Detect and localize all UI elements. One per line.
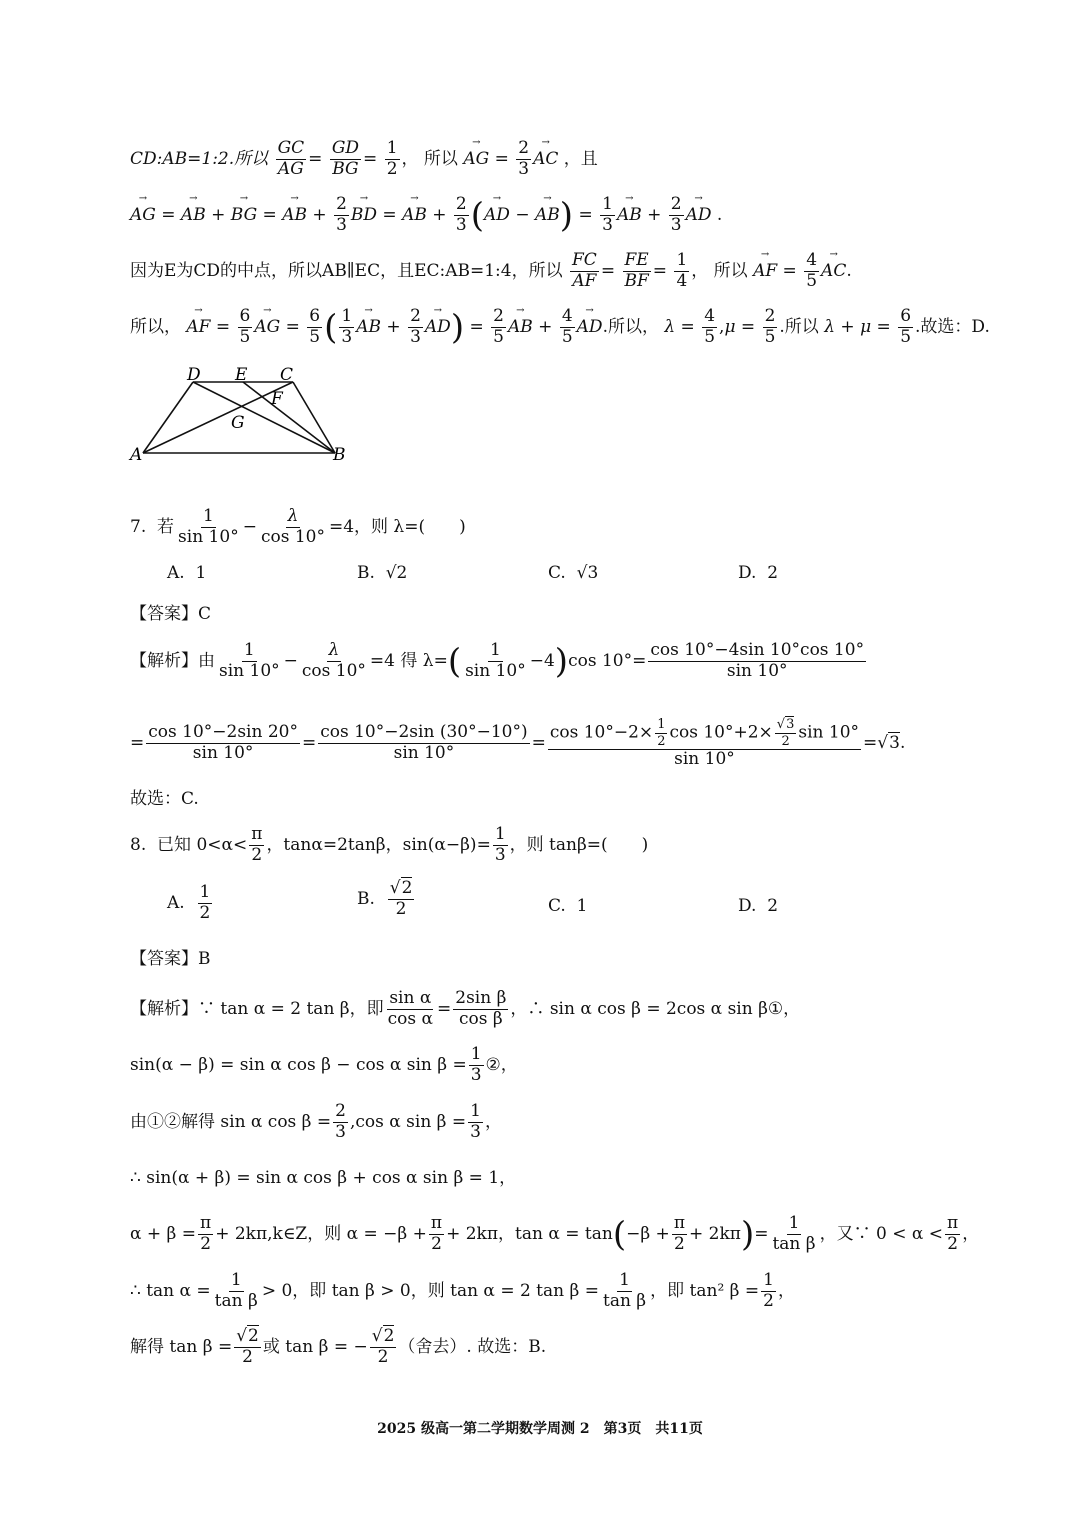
question-number: 8. [130,834,147,855]
vertex-label-b: B [333,445,346,465]
sol6-text: .所以， [602,316,659,337]
vertex-label-d: D [187,365,201,385]
answer-label: 【答案】 [130,949,198,969]
q8-analysis-5: α + β = $\frac{\pi}{2}$ + 2kπ,k∈Z，则 α = −β + $\frac{\pi}{2}$ + 2kπ，tan α = tan(−β + $\frac{\pi}{2}$ + 2kπ)= $\frac{1}{\text{tan β}}$ ，又∵ 0 < α < $\frac{\pi}{2}$ ， [130,1213,980,1255]
q7-conclusion: 故选：C. [130,789,199,809]
q8-option-c[interactable]: C. 1 [548,896,588,916]
sol6-text: 所以 [713,260,748,281]
q7-option-d[interactable]: D. 2 [738,563,779,583]
vertex-label-a: A [130,445,143,465]
question-number: 7. [130,516,147,537]
q7-option-b[interactable]: B. √2 [357,563,408,583]
q8-analysis-6: ∴ tan α = $\frac{1}{\text{tan β}}$ > 0，即 tan β > 0，则 tan α = 2 tan β = $\frac{1}{\text{tan β}}$ ，即 tan² β = $\frac{1}{2}$ ， [130,1270,795,1311]
sol6-line-3: 因为E为CD的中点，所以AB∥EC，且EC:AB=1:4，所以 $\frac{FC}{AF}$ = $\frac{FE}{BF}$ = $\frac{1}{4}$ ， 所以 → AF = $\frac{4}{5}$ → AC. [130,252,852,291]
q7-analysis-2: = $\frac{\cos 10^\circ-2\sin 20^\circ}{\sin 10^\circ}$ = $\frac{\cos 10^\circ-2\sin (30^\circ-10^\circ)}{\sin 10^\circ}$ = cos 10°−2× $\frac{1}{2}$ cos 10°+2× $\frac{√3}{2}$ sin 10° sin 10° =√3. [130,717,906,770]
sol6-line-2: → AG = → AB + → BG = → AB + $\frac{2}{3}$ → BD = → AB + $\frac{2}{3}$ (→ AD − → AB) = $\frac{1}{3}$ → AB + $\frac{2}{3}$ → AD . [130,196,722,235]
sol6-text: .故选：D. [915,316,990,337]
sol6-text: 因为E为CD的中点，所以AB∥EC，且EC:AB=1:4，所以 [130,260,563,281]
vertex-label-c: C [280,365,294,385]
sol6-text: CD:AB=1:2.所以 [130,148,269,169]
q8-answer [130,951,211,968]
page-footer: 2025 级高一第二学期数学周测 2 第3页 共11页 [377,1421,703,1437]
q7-stem-pre: 若 [157,516,175,537]
q8-analysis-3: 由①②解得 sin α cos β = $\frac{2}{3}$ ,cos α sin β = $\frac{1}{3}$ ， [130,1101,502,1142]
q7-analysis-1: 【解析】由 $\frac{1}{\sin 10^\circ}$ − $\frac{\lambda}{\cos 10^\circ}$ =4 得 λ=( $\frac{1}{\sin 10^\circ}$ −4)cos 10°= $\frac{\cos 10^\circ-4\sin 10^\circ\cos 10^\circ}{\sin 10^\circ}$ [130,640,865,682]
fraction: $\frac{1}{2}$ [386,138,398,179]
sol6-text: .所以 [779,316,819,337]
sol6-text: 所以 [423,148,458,169]
answer-label: 【答案】 [130,604,198,624]
q7-option-a[interactable]: A. 1 [167,563,207,583]
q8-analysis-1: 【解析】∵ tan α = 2 tan β，即 $\frac{\text{sin α}}{\text{cos α}}$ = $\frac{\text{2sin β}}{\text{cos β}}$ ，∴ sin α cos β = 2cos α sin β①， [130,988,801,1029]
q8-analysis-2: sin(α − β) = sin α cos β − cos α sin β = $\frac{1}{3}$ ②， [130,1044,518,1085]
sol6-line-4: 所以， → AF = $\frac{6}{5}$ → AG = $\frac{6}{5}$ ( $\frac{1}{3}$ → AB + $\frac{2}{3}$ → AD) = $\frac{2}{5}$ → AB + $\frac{4}{5}$ → AD.所以， λ = $\frac{4}{5}$ ,μ = $\frac{2}{5}$ .所以 λ + μ = $\frac{6}{5}$ .故选：D. [130,308,990,347]
fraction: $\frac{GC}{AG}$ [277,138,305,179]
sol6-line-1: CD:AB=1:2.所以 $\frac{GC}{AG}$ = $\frac{GD}{BG}$ = $\frac{1}{2}$ ， 所以 → AG = $\frac{2}{3}$ → AC ，且 [130,140,598,179]
q8-option-a[interactable]: A. $\frac{1}{2}$ [167,882,211,923]
trapezoid-figure [125,360,355,470]
point-label-g: G [231,413,245,433]
sol6-text: 所以， [130,316,181,337]
q8-analysis-4: ∴ sin(α + β) = sin α cos β + cos α sin β = 1， [130,1168,517,1188]
q7-option-c[interactable]: C. √3 [548,563,599,583]
point-label-f: F [271,389,283,409]
vertex-label-e: E [235,365,248,385]
q7-answer [130,606,211,623]
q8-analysis-7: 解得 tan β = $\frac{√2}{2}$ 或 tan β = − $\frac{√2}{2}$ （舍去）. 故选：B. [130,1326,547,1367]
answer-value: B [198,949,211,969]
q8-stem: 8. 已知 0<α< $\frac{\pi}{2}$ ，tanα=2tanβ，sin(α−β)= $\frac{1}{3}$ ，则 tanβ=( ) [130,824,649,865]
q8-option-d[interactable]: D. 2 [738,896,779,916]
fraction: $\frac{GD}{BG}$ [331,138,360,179]
answer-value: C [198,604,212,624]
q7-stem: 7. 若 $\frac{1}{\sin 10^\circ}$ − $\frac{\lambda}{\cos 10^\circ}$ =4，则 λ=( ) [130,506,466,547]
q7-stem-post: =4，则 λ=( ) [328,516,466,537]
q8-option-b[interactable]: B. $\frac{√2}{2}$ [357,878,413,919]
sol6-text: ，且 [563,148,598,169]
analysis-label: 【解析】 [130,998,198,1019]
analysis-label: 【解析】 [130,650,198,671]
